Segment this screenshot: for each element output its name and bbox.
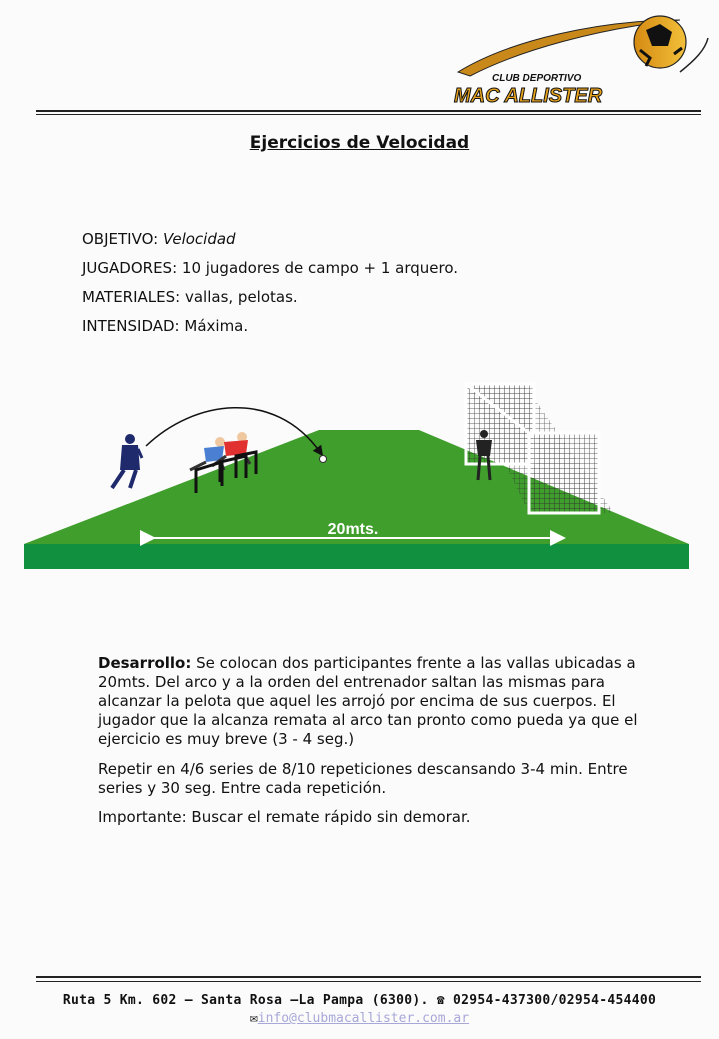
jugadores-label: JUGADORES:	[82, 259, 178, 277]
intensidad-value: Máxima.	[184, 317, 249, 335]
intensidad-label: INTENSIDAD:	[82, 317, 180, 335]
coach-icon	[112, 434, 142, 488]
logo-text-club: CLUB DEPORTIVO	[492, 73, 582, 84]
envelope-icon: ✉	[249, 1011, 258, 1026]
footer-divider	[36, 976, 701, 978]
meta-objetivo	[82, 230, 236, 248]
exercise-diagram	[24, 378, 689, 570]
meta-intensidad	[82, 317, 248, 335]
logo-text-name: MAC ALLISTER	[454, 85, 603, 107]
jugadores-value: 10 jugadores de campo + 1 arquero.	[181, 259, 459, 277]
distance-label: 20mts.	[327, 521, 379, 538]
footer-email-line	[0, 1011, 719, 1026]
ball-icon	[320, 456, 327, 463]
materiales-label: MATERIALES:	[82, 288, 181, 306]
email-link[interactable]: info@clubmacallister.com.ar	[257, 1011, 470, 1026]
desarrollo-label: Desarrollo:	[98, 654, 192, 672]
field-edge	[24, 544, 689, 569]
header-divider	[36, 110, 701, 112]
club-logo	[450, 10, 715, 108]
header-divider-thin	[36, 114, 701, 115]
materiales-value: vallas, pelotas.	[184, 288, 298, 306]
desarrollo-text: Se colocan dos participantes frente a las vallas ubicadas a 20mts. Del arco y a la orden del entrenador saltan las mismas para alcanzar la pelota que aquel les arrojó por encima de sus cuerpos. El jugador que la alcanza remata al arco tan pronto como pueda ya que el ejercicio es muy breve (3 - 4 seg.)	[98, 654, 638, 748]
importante-paragraph: Importante: Buscar el remate rápido sin demorar.	[98, 808, 471, 826]
objetivo-label: OBJETIVO:	[82, 230, 159, 248]
objetivo-value: Velocidad	[162, 230, 236, 248]
footer-divider-thin	[36, 981, 701, 982]
repetir-paragraph: Repetir en 4/6 series de 8/10 repeticiones descansando 3-4 min. Entre series y 30 seg. Entre cada repetición.	[98, 760, 628, 797]
page-title: Ejercicios de Velocidad	[249, 133, 470, 153]
footer-address: Ruta 5 Km. 602 – Santa Rosa –La Pampa (6300). ☎ 02954-437300/02954-454400	[62, 993, 657, 1008]
desarrollo-paragraph	[98, 654, 658, 749]
meta-materiales	[82, 288, 298, 306]
meta-jugadores	[82, 259, 458, 277]
